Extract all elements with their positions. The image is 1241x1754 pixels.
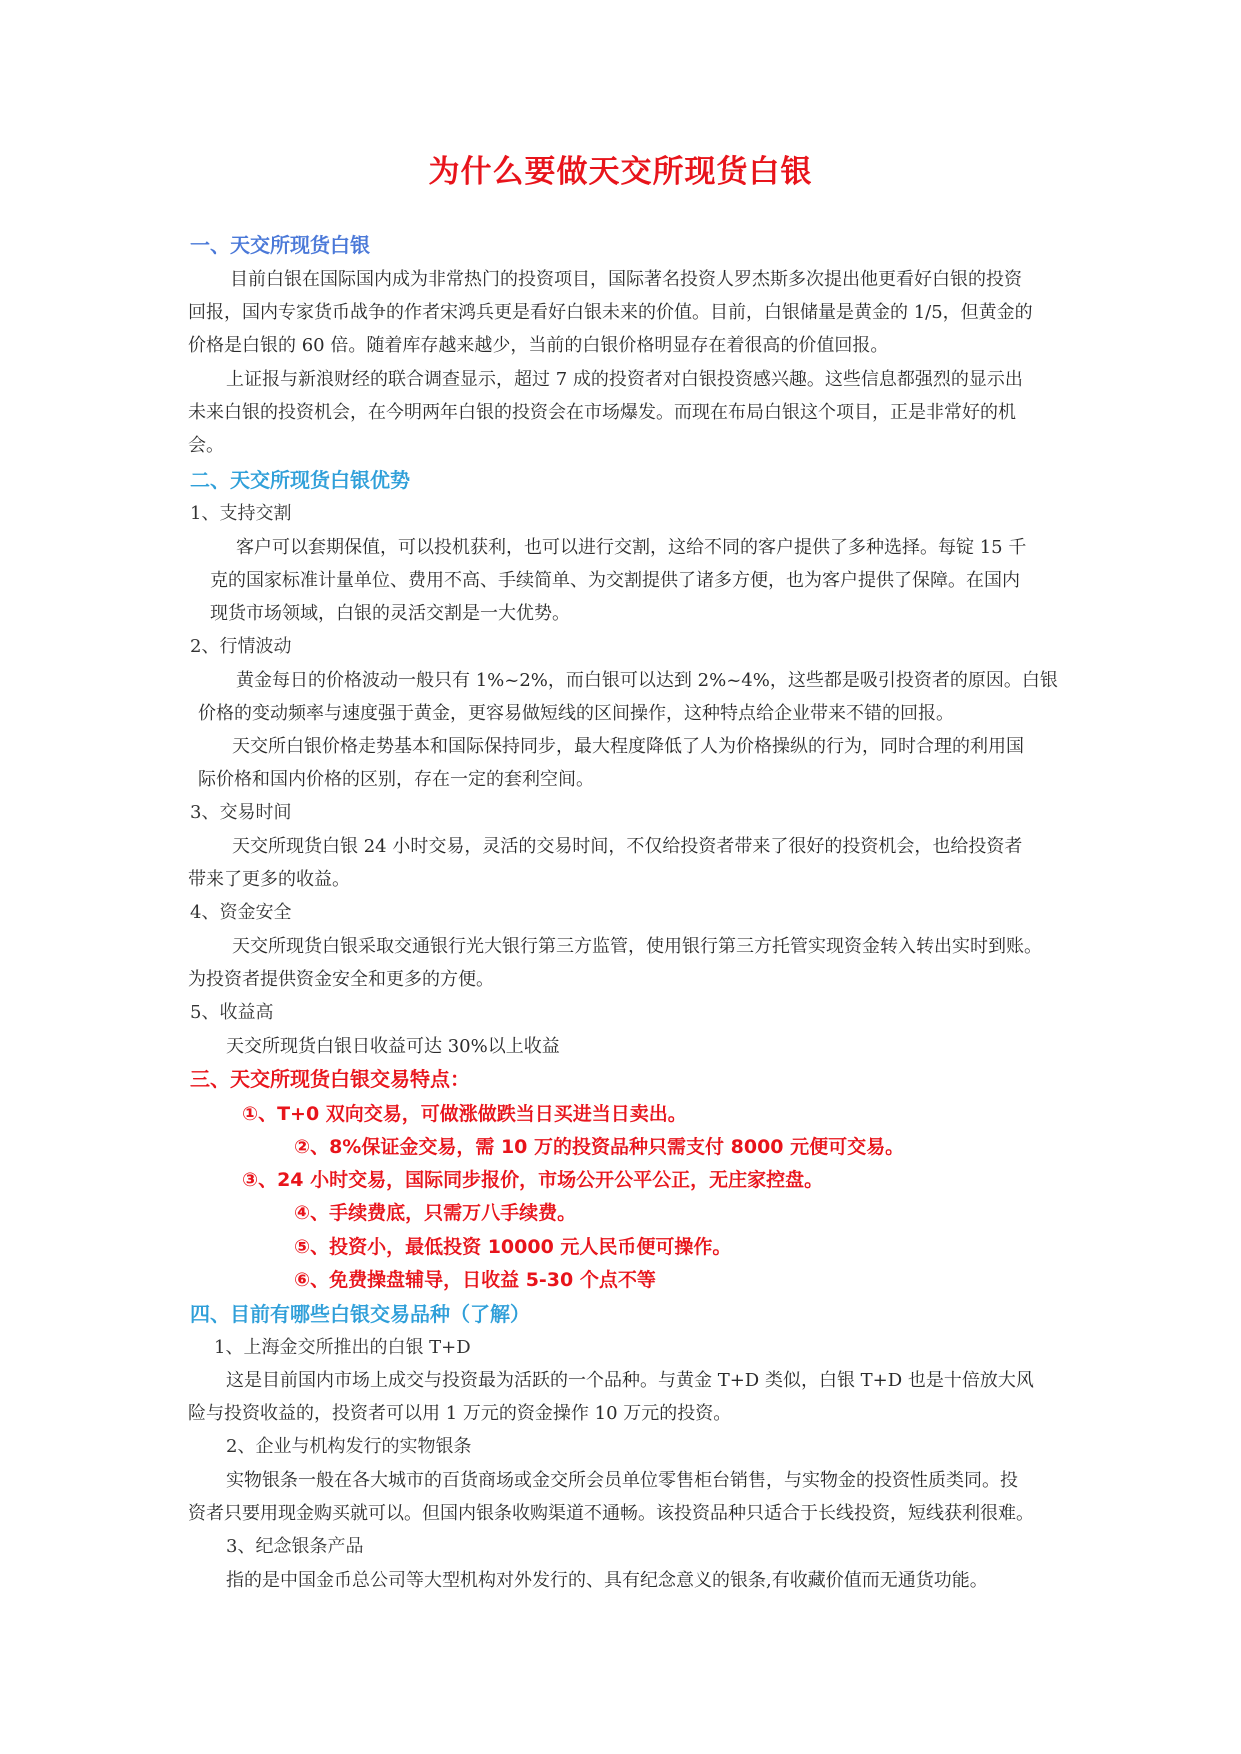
section-4-item-3-line: 指的是中国金币总公司等大型机构对外发行的、具有纪念意义的银条,有收藏价值而无通货功能。 [226, 1570, 988, 1591]
section-2-item-2-line: 天交所白银价格走势基本和国际保持同步，最大程度降低了人为价格操纵的行为，同时合理的利用国 [232, 736, 1024, 757]
section-2-item-4-line: 天交所现货白银采取交通银行光大银行第三方监管，使用银行第三方托管实现资金转入转出实时到账。 [232, 936, 1042, 957]
section-2-item-1-line: 现货市场领域，白银的灵活交割是一大优势。 [210, 603, 570, 624]
section-2-item-4-label: 4、资金安全 [190, 902, 292, 923]
section-2-item-3-line: 带来了更多的收益。 [188, 869, 350, 890]
feature-item: ②、8%保证金交易，需 10 万的投资品种只需支付 8000 元便可交易。 [294, 1136, 905, 1158]
document-title: 为什么要做天交所现货白银 [428, 154, 813, 190]
section-1-p1-line: 回报，国内专家货币战争的作者宋鸿兵更是看好白银未来的价值。目前，白银储量是黄金的 1/5，但黄金的 [188, 302, 1033, 323]
section-2-item-5-line: 天交所现货白银日收益可达 30%以上收益 [226, 1036, 560, 1057]
section-2-item-5-label: 5、收益高 [190, 1002, 274, 1023]
section-2-item-4-line: 为投资者提供资金安全和更多的方便。 [188, 969, 494, 990]
section-4-item-2-label: 2、企业与机构发行的实物银条 [226, 1436, 472, 1457]
section-1-p2-line: 未来白银的投资机会，在今明两年白银的投资会在市场爆发。而现在布局白银这个项目，正是非常好的机 [188, 402, 1016, 423]
section-4-heading: 四、目前有哪些白银交易品种（了解） [190, 1302, 530, 1326]
section-1-p2-line: 会。 [188, 435, 224, 456]
feature-item: ①、T+0 双向交易，可做涨做跌当日买进当日卖出。 [242, 1103, 687, 1125]
section-3-heading: 三、天交所现货白银交易特点： [190, 1067, 470, 1091]
section-4-item-1-line: 这是目前国内市场上成交与投资最为活跃的一个品种。与黄金 T+D 类似，白银 T+D 也是十倍放大风 [226, 1370, 1034, 1391]
section-2-item-2-line: 价格的变动频率与速度强于黄金，更容易做短线的区间操作，这种特点给企业带来不错的回报。 [198, 703, 954, 724]
section-2-item-2-line: 际价格和国内价格的区别，存在一定的套利空间。 [198, 769, 594, 790]
section-2-item-1-line: 客户可以套期保值，可以投机获利，也可以进行交割，这给不同的客户提供了多种选择。每锭 15 千 [236, 537, 1027, 558]
section-2-item-2-label: 2、行情波动 [190, 636, 292, 657]
feature-item: ⑥、免费操盘辅导，日收益 5-30 个点不等 [294, 1269, 656, 1291]
section-2-heading: 二、天交所现货白银优势 [190, 468, 410, 492]
feature-item: ③、24 小时交易，国际同步报价，市场公开公平公正，无庄家控盘。 [242, 1169, 824, 1191]
section-1-heading: 一、天交所现货白银 [190, 233, 370, 257]
section-4-item-3-label: 3、纪念银条产品 [226, 1536, 364, 1557]
section-2-item-1-label: 1、支持交割 [190, 503, 292, 524]
section-1-p1-line: 目前白银在国际国内成为非常热门的投资项目，国际著名投资人罗杰斯多次提出他更看好白银的投资 [230, 269, 1022, 290]
section-4-item-2-line: 实物银条一般在各大城市的百货商场或金交所会员单位零售柜台销售，与实物金的投资性质类同。投 [226, 1470, 1018, 1491]
section-4-item-1-label: 1、上海金交所推出的白银 T+D [214, 1337, 471, 1358]
section-2-item-3-label: 3、交易时间 [190, 802, 292, 823]
section-1-p1-line: 价格是白银的 60 倍。随着库存越来越少，当前的白银价格明显存在着很高的价值回报。 [188, 335, 889, 356]
section-4-item-1-line: 险与投资收益的，投资者可以用 1 万元的资金操作 10 万元的投资。 [188, 1403, 732, 1424]
feature-item: ④、手续费底，只需万八手续费。 [294, 1202, 577, 1224]
feature-item: ⑤、投资小，最低投资 10000 元人民币便可操作。 [294, 1236, 732, 1258]
section-4-item-2-line: 资者只要用现金购买就可以。但国内银条收购渠道不通畅。该投资品种只适合于长线投资，短线获利很难。 [188, 1503, 1034, 1524]
section-2-item-3-line: 天交所现货白银 24 小时交易，灵活的交易时间，不仅给投资者带来了很好的投资机会，也给投资者 [232, 836, 1023, 857]
section-1-p2-line: 上证报与新浪财经的联合调查显示，超过 7 成的投资者对白银投资感兴趣。这些信息都强烈的显示出 [226, 369, 1023, 390]
section-2-item-1-line: 克的国家标准计量单位、费用不高、手续简单、为交割提供了诸多方便，也为客户提供了保障。在国内 [210, 570, 1020, 591]
section-2-item-2-line: 黄金每日的价格波动一般只有 1%~2%，而白银可以达到 2%~4%，这些都是吸引投资者的原因。白银 [236, 670, 1058, 691]
